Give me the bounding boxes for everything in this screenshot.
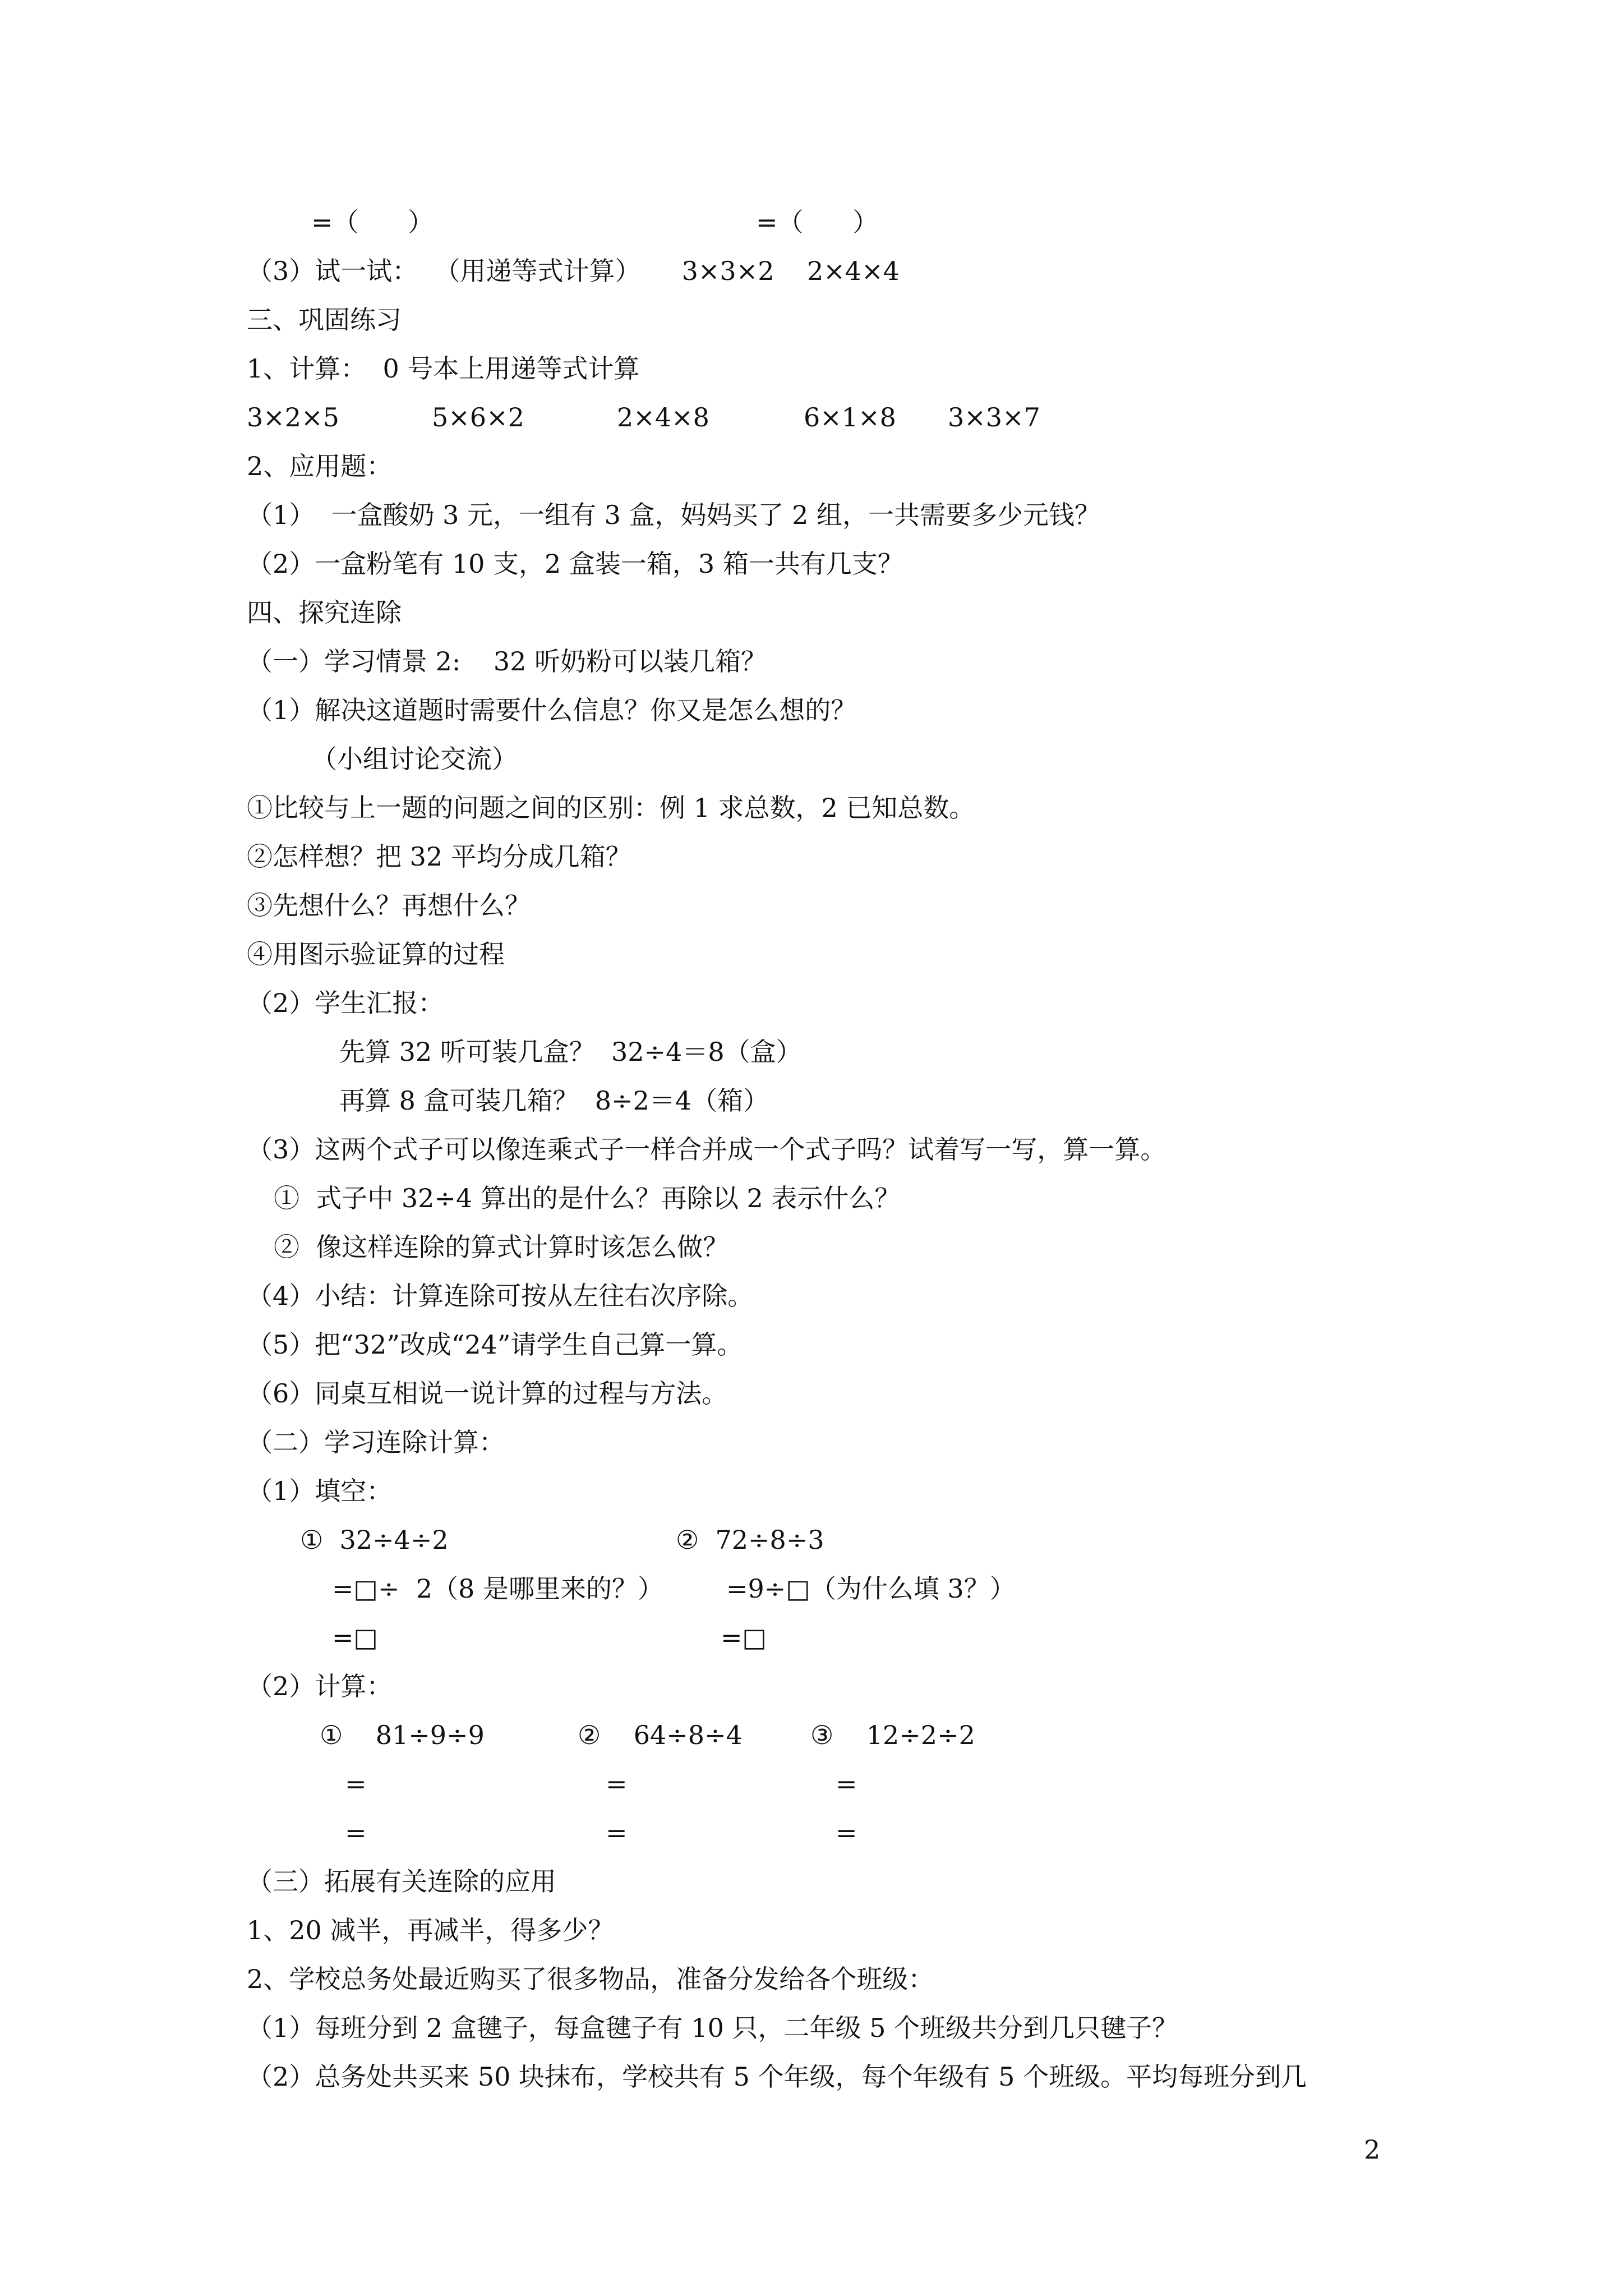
text-line: （3）这两个式子可以像连乘式子一样合并成一个式子吗？试着写一写，算一算。 (247, 1134, 1166, 1165)
section-heading: 三、巩固练习 (247, 305, 402, 335)
expression: =9÷□（为什么填 3？） (726, 1573, 1016, 1604)
text-line: （1）填空： (247, 1476, 393, 1506)
text-line: 1、计算： 0 号本上用递等式计算 (247, 353, 640, 384)
expression: ① 32÷4÷2 (300, 1525, 449, 1555)
expression: = (836, 1769, 857, 1799)
text-line: （二）学习连除计算： (247, 1427, 505, 1457)
text-line: （5）把“32”改成“24”请学生自己算一算。 (247, 1329, 743, 1360)
text-line: =（ ） (311, 207, 434, 237)
expression: 3×3×7 (948, 402, 1040, 432)
expression: ① 81÷9÷9 (320, 1720, 485, 1750)
text-line: （1）解决这道题时需要什么信息？你又是怎么想的？ (247, 695, 857, 725)
text-line: ①比较与上一题的问题之间的区别：例 1 求总数，2 已知总数。 (247, 793, 975, 823)
expression: 2×4×8 (617, 402, 709, 432)
text-line: （2）一盒粉笔有 10 支，2 盒装一箱，3 箱一共有几支？ (247, 549, 903, 579)
text-line: ① 式子中 32÷4 算出的是什么？再除以 2 表示什么？ (274, 1183, 901, 1213)
expression: = (345, 1769, 367, 1799)
expression: ② 72÷8÷3 (676, 1525, 824, 1555)
text-line: 2、学校总务处最近购买了很多物品，准备分发给各个班级： (247, 1964, 934, 1994)
text-line: ②怎样想？把 32 平均分成几箱？ (247, 841, 631, 872)
text-line: （1）每班分到 2 盒毽子，每盒毽子有 10 只，二年级 5 个班级共分到几只毽子？ (247, 2013, 1178, 2043)
expression: ② 64÷8÷4 (578, 1720, 743, 1750)
section-heading: 四、探究连除 (247, 597, 402, 628)
expression: ③ 12÷2÷2 (810, 1720, 975, 1750)
text-line: 2、应用题： (247, 451, 393, 481)
page-number: 2 (1364, 2134, 1381, 2165)
text-line: （一）学习情景 2: 32 听奶粉可以装几箱？ (247, 646, 767, 677)
text-line: （4）小结：计算连除可按从左往右次序除。 (247, 1281, 754, 1311)
text-line: ④用图示验证算的过程 (247, 939, 505, 969)
expression: = (836, 1818, 857, 1848)
text-line: （2）总务处共买来 50 块抹布，学校共有 5 个年级，每个年级有 5 个班级。平均每班分到几 (247, 2062, 1307, 2092)
expression: = (606, 1818, 628, 1848)
expression: = (345, 1818, 367, 1848)
text-line: （三）拓展有关连除的应用 (247, 1866, 556, 1897)
text-line: 再算 8 盒可装几箱？ 8÷2＝4（箱） (339, 1085, 769, 1116)
expression: 5×6×2 (432, 402, 524, 432)
text-line: ② 像这样连除的算式计算时该怎么做？ (274, 1232, 729, 1262)
text-line: ③先想什么？再想什么？ (247, 890, 531, 921)
text-line: （2）学生汇报： (247, 988, 444, 1018)
expression: = (606, 1769, 628, 1799)
text-line: 1、20 减半，再减半，得多少？ (247, 1915, 614, 1945)
text-line: （1） 一盒酸奶 3 元，一组有 3 盒，妈妈买了 2 组，一共需要多少元钱？ (247, 500, 1101, 530)
expression: =□ (721, 1622, 767, 1653)
expression: 3×2×5 (247, 402, 339, 432)
text-line: （2）计算： (247, 1671, 393, 1701)
expression: =□÷ 2（8 是哪里来的？） (332, 1573, 663, 1604)
expression: 6×1×8 (804, 402, 896, 432)
text-line: （3）试一试： （用递等式计算） 3×3×2 2×4×4 (247, 256, 900, 286)
text-line: 先算 32 听可装几盒？ 32÷4＝8（盒） (339, 1037, 802, 1067)
text-line: （小组讨论交流） (311, 744, 518, 774)
text-line: =（ ） (756, 207, 879, 237)
expression: =□ (332, 1622, 379, 1653)
text-line: （6）同桌互相说一说计算的过程与方法。 (247, 1378, 728, 1409)
